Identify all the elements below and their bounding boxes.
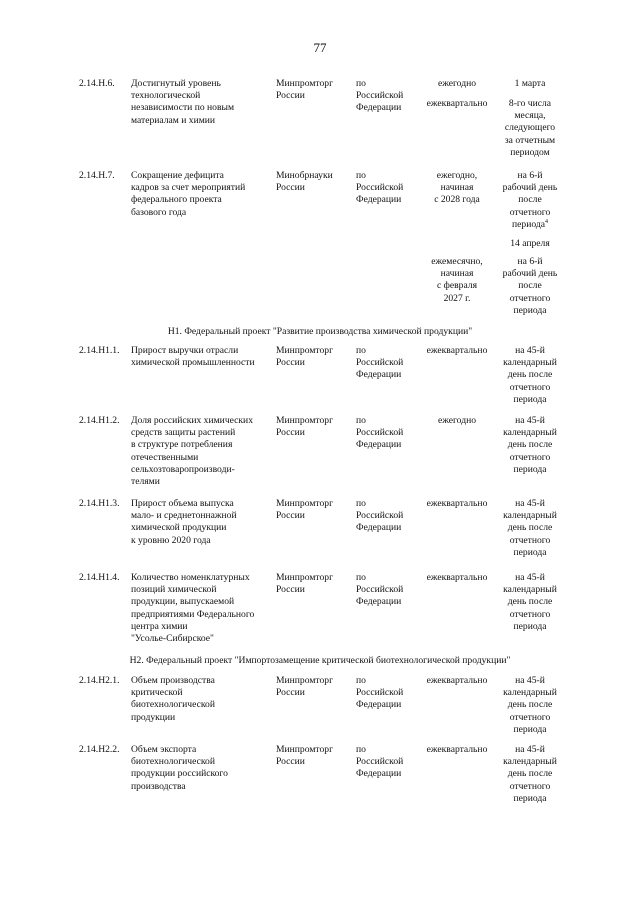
reporting-period: ежегодно bbox=[437, 78, 477, 89]
indicator-name: Достигнутый уровень технологической независимости по новым материалам и химии bbox=[131, 78, 235, 126]
region-level: по Российской Федерации bbox=[356, 415, 404, 451]
reporting-period: ежеквартально bbox=[426, 572, 488, 583]
indicator-number: 2.14.Н1.2. bbox=[79, 415, 120, 426]
section-heading: Н1. Федеральный проект "Развитие производства химической продукции" bbox=[167, 326, 473, 337]
reporting-period: ежеквартально bbox=[426, 98, 488, 109]
reporting-period: ежегодно bbox=[437, 415, 477, 426]
region-level: по Российской Федерации bbox=[356, 78, 404, 114]
responsible-ministry: Минпромторг России bbox=[276, 572, 334, 596]
responsible-ministry: Минпромторг России bbox=[276, 675, 334, 699]
deadline: 1 марта bbox=[514, 78, 546, 89]
responsible-ministry: Минпромторг России bbox=[276, 78, 334, 102]
indicator-number: 2.14.Н.7. bbox=[79, 170, 115, 181]
footnote-mark: 4 bbox=[544, 218, 548, 225]
responsible-ministry: Минпромторг России bbox=[276, 744, 334, 768]
reporting-period: ежеквартально bbox=[426, 744, 488, 755]
deadline-text: на 6-й рабочий день после отчетного периода bbox=[502, 170, 558, 230]
region-level: по Российской Федерации bbox=[356, 345, 404, 381]
responsible-ministry: Минпромторг России bbox=[276, 345, 334, 369]
indicator-number: 2.14.Н1.4. bbox=[79, 572, 120, 583]
indicator-number: 2.14.Н2.2. bbox=[79, 744, 120, 755]
deadline: на 6-й рабочий день после отчетного периода bbox=[502, 256, 558, 316]
deadline: 14 апреля bbox=[510, 238, 550, 249]
deadline bbox=[497, 170, 563, 231]
responsible-ministry: Минпромторг России bbox=[276, 498, 334, 522]
indicator-number: 2.14.Н1.1. bbox=[79, 345, 120, 356]
indicator-name: Доля российских химических средств защиты растений в структуре потребления отечественными сельхозтоваропроизводи- телями bbox=[131, 415, 253, 488]
deadline: 8-го числа месяца, следующего за отчетным периодом bbox=[504, 98, 556, 158]
indicator-name: Количество номенклатурных позиций химической продукции, выпускаемой предприятиями Федерального центра химии "Усолье-Сибирское" bbox=[131, 572, 255, 645]
indicator-name: Прирост выручки отрасли химической промышленности bbox=[131, 345, 255, 369]
indicator-name: Сокращение дефицита кадров за счет мероприятий федерального проекта базового года bbox=[131, 170, 246, 218]
region-level: по Российской Федерации bbox=[356, 572, 404, 608]
region-level: по Российской Федерации bbox=[356, 498, 404, 534]
deadline: на 45-й календарный день после отчетного периода bbox=[503, 345, 557, 405]
deadline: на 45-й календарный день после отчетного периода bbox=[503, 744, 557, 804]
indicator-number: 2.14.Н.6. bbox=[79, 78, 115, 89]
indicator-name: Прирост объема выпуска мало- и среднетоннажной химической продукции к уровню 2020 года bbox=[131, 498, 237, 546]
deadline: на 45-й календарный день после отчетного периода bbox=[503, 572, 557, 632]
page-number: 77 bbox=[313, 40, 327, 55]
deadline: на 45-й календарный день после отчетного периода bbox=[503, 675, 557, 735]
reporting-period: ежегодно, начиная с 2028 года bbox=[434, 170, 480, 206]
reporting-period: ежеквартально bbox=[426, 345, 488, 356]
indicator-name: Объем производства критической биотехнологической продукции bbox=[131, 675, 215, 723]
section-heading: Н2. Федеральный проект "Импортозамещение критической биотехнологической продукции" bbox=[129, 655, 511, 666]
reporting-period: ежемесячно, начиная с февраля 2027 г. bbox=[431, 256, 483, 304]
region-level: по Российской Федерации bbox=[356, 675, 404, 711]
deadline: на 45-й календарный день после отчетного периода bbox=[503, 415, 557, 475]
indicator-number: 2.14.Н2.1. bbox=[79, 675, 120, 686]
deadline: на 45-й календарный день после отчетного периода bbox=[503, 498, 557, 558]
indicator-number: 2.14.Н1.3. bbox=[79, 498, 120, 509]
responsible-ministry: Минпромторг России bbox=[276, 415, 334, 439]
reporting-period: ежеквартально bbox=[426, 498, 488, 509]
region-level: по Российской Федерации bbox=[356, 170, 404, 206]
region-level: по Российской Федерации bbox=[356, 744, 404, 780]
reporting-period: ежеквартально bbox=[426, 675, 488, 686]
responsible-ministry: Минобрнауки России bbox=[276, 170, 333, 194]
indicator-name: Объем экспорта биотехнологической продукции российского производства bbox=[131, 744, 228, 792]
